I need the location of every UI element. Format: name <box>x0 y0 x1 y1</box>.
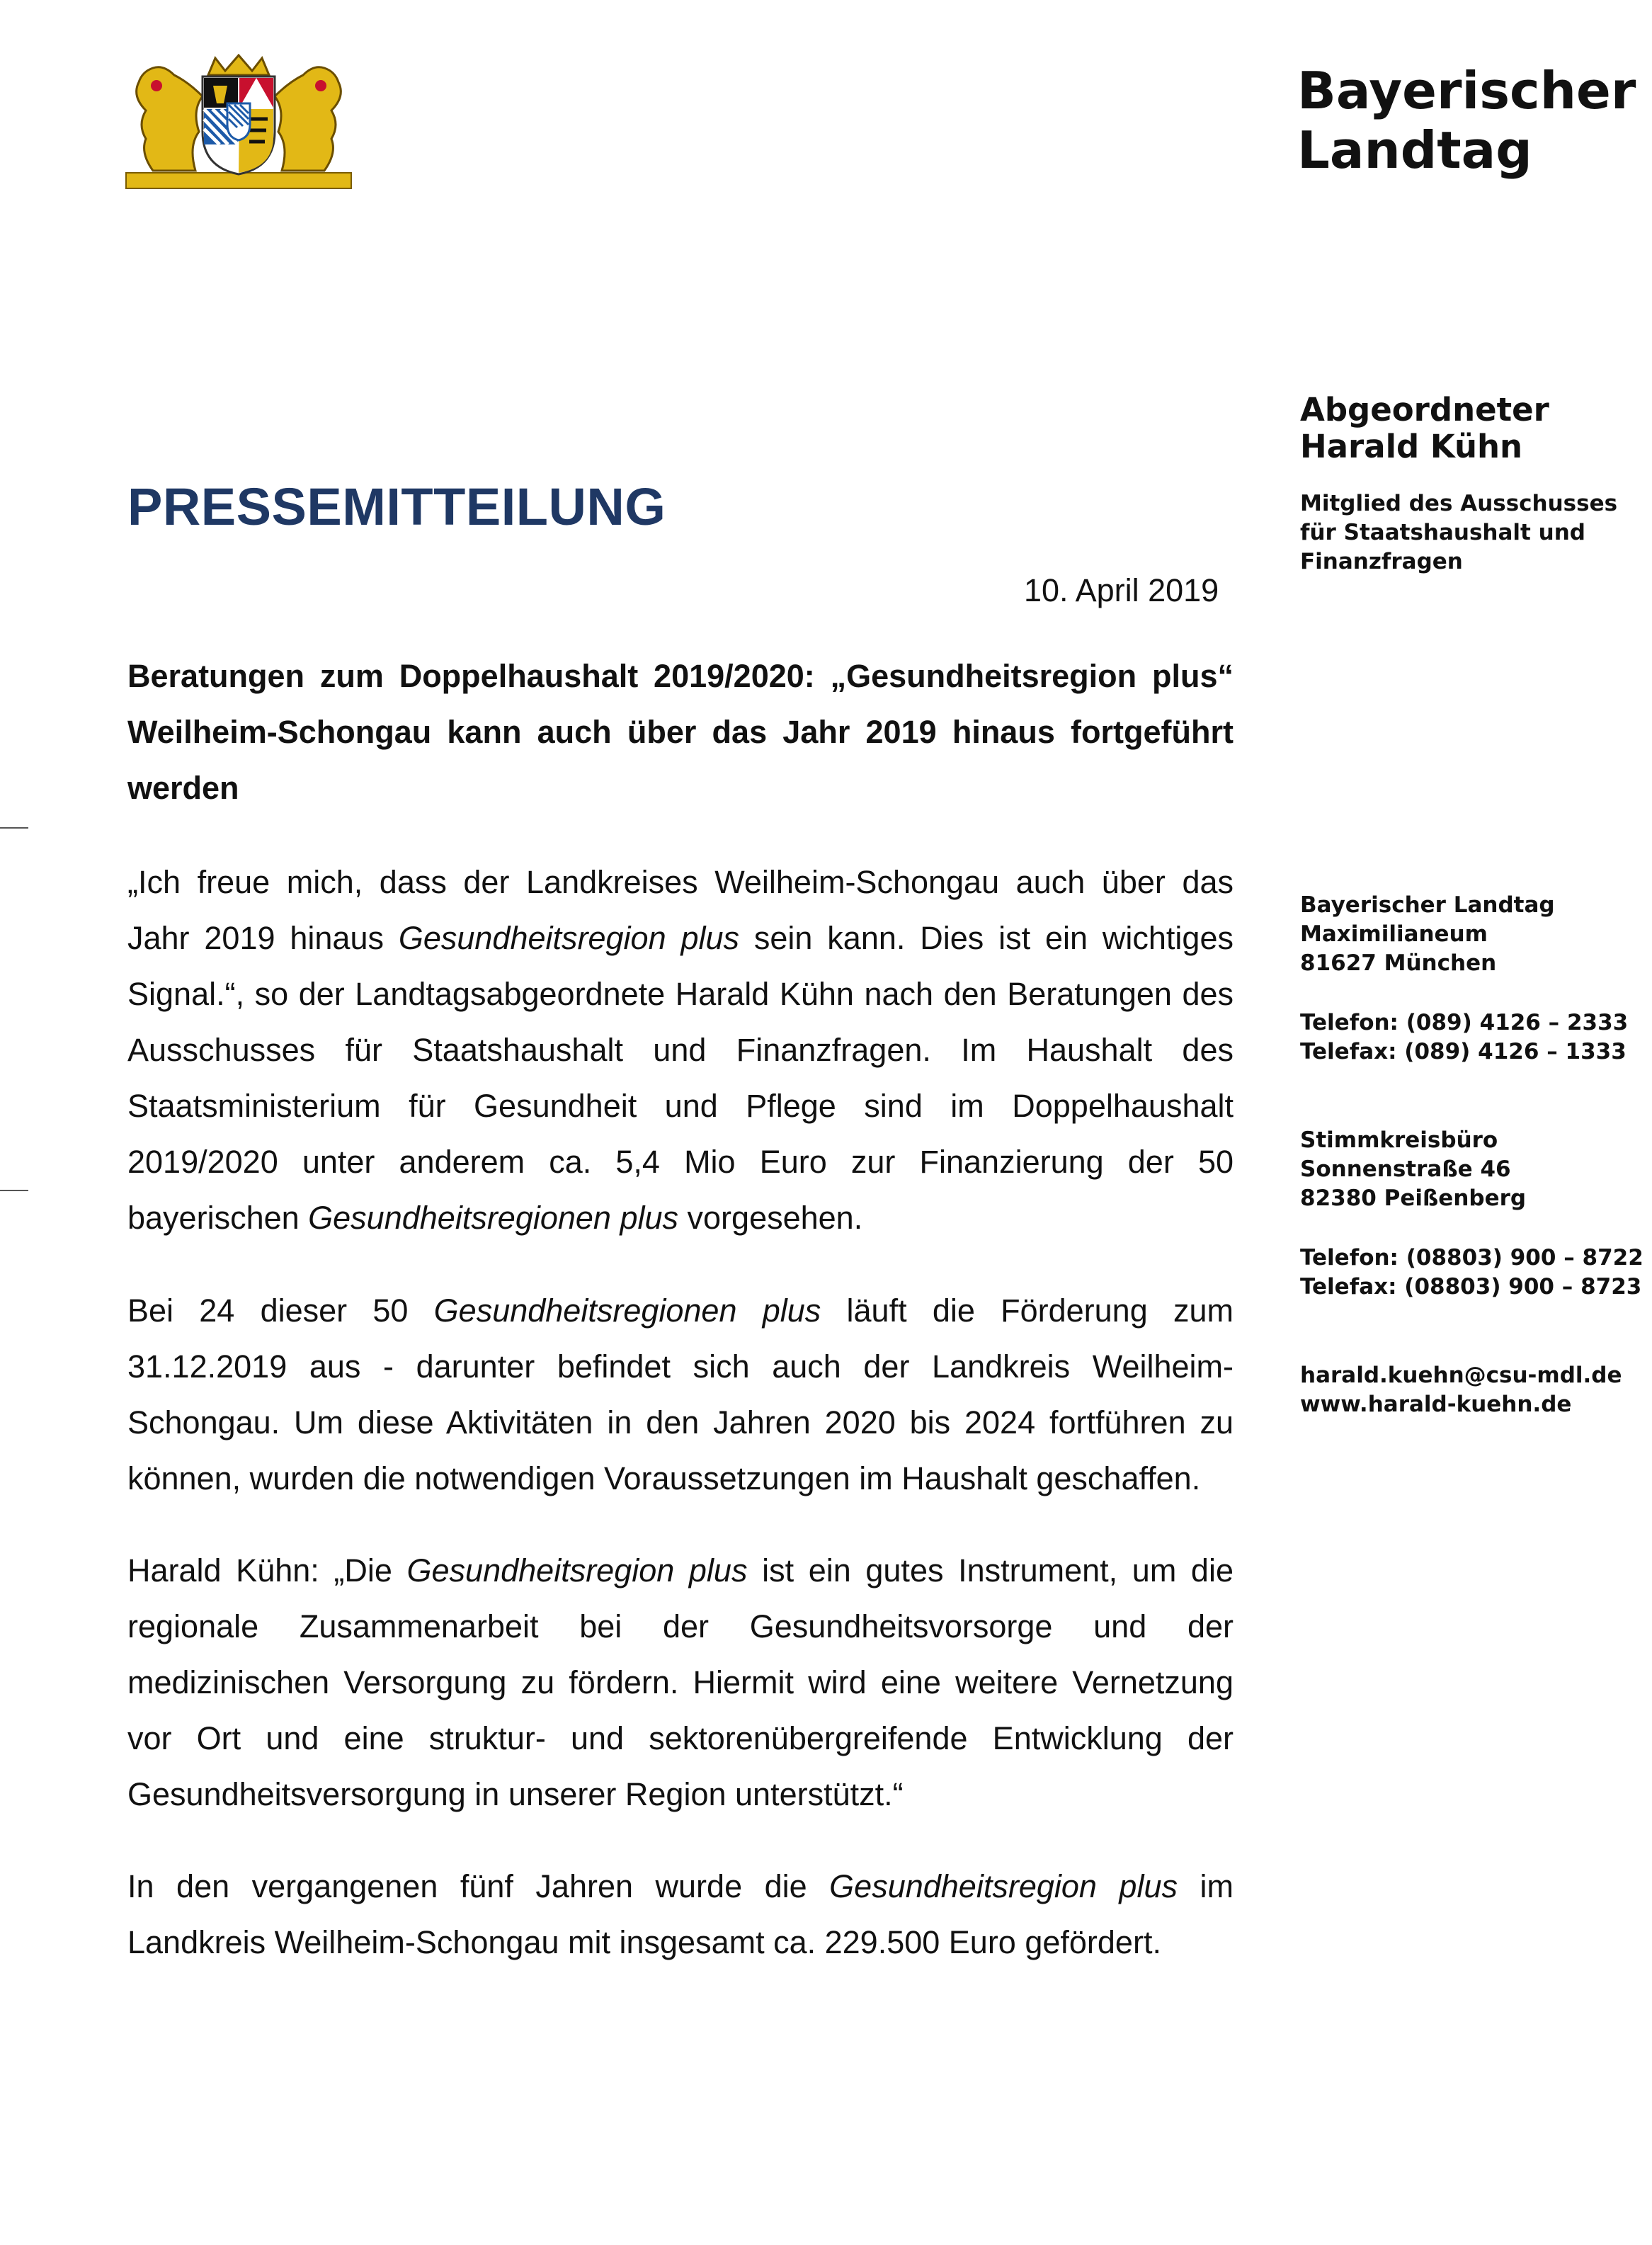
contact-office-phone <box>1300 1008 1628 1067</box>
district-office-name: Stimmkreisbüro <box>1300 1127 1498 1153</box>
committee-line1: Mitglied des Ausschusses <box>1300 491 1618 516</box>
district-telefax: Telefax: (08803) 900 – 8723 <box>1300 1274 1642 1300</box>
contact-web <box>1300 1361 1622 1419</box>
contact-office-address <box>1300 891 1555 978</box>
office-building: Maximilianeum <box>1300 921 1488 947</box>
masthead-line2: Landtag <box>1297 120 1532 180</box>
paragraph-2: Bei 24 dieser 50 Gesundheitsregionen plus läuft die Förderung zum 31.12.2019 aus - darunter befindet sich auch der Landkreis Weilheim-Schongau. Um diese Aktivitäten in den Jahren 2020 bis 2024 fortführen zu können, wurden die notwendigen Voraussetzungen im Haushalt geschaffen. <box>127 1292 1234 1496</box>
masthead-line1: Bayerischer <box>1297 61 1636 120</box>
paragraph-1: „Ich freue mich, dass der Landkreises Weilheim-Schongau auch über das Jahr 2019 hinaus Gesundheitsregion plus sein kann. Dies ist ein wichtiges Signal.“, so der Landtagsabgeordnete Harald Kühn nach den Beratungen des Ausschusses für Staatshaushalt und Finanzfragen. Im Haushalt des Staatsministerium für Gesundheit und Pflege sind im Doppelhaushalt 2019/2020 unter anderem ca. 5,4 Mio Euro zur Finanzierung der 50 bayerischen Gesundheitsregionen plus vorgesehen. <box>127 864 1234 1236</box>
member-fullname: Harald Kühn <box>1300 428 1523 465</box>
member-title: Abgeordneter <box>1300 391 1549 428</box>
contact-district-address <box>1300 1126 1526 1213</box>
office-name: Bayerischer Landtag <box>1300 892 1555 918</box>
office-telefax: Telefax: (089) 4126 – 1333 <box>1300 1039 1627 1064</box>
website-link[interactable]: www.harald-kuehn.de <box>1300 1392 1572 1417</box>
punch-mark <box>0 1190 28 1191</box>
page-title: PRESSEMITTEILUNG <box>127 477 666 536</box>
bavarian-coat-of-arms-logo <box>125 54 353 191</box>
paragraph-4: In den vergangenen fünf Jahren wurde die Gesundheitsregion plus im Landkreis Weilheim-Schongau mit insgesamt ca. 229.500 Euro gefördert. <box>127 1868 1234 1960</box>
district-city: 82380 Peißenberg <box>1300 1186 1527 1211</box>
contact-district-phone <box>1300 1244 1644 1302</box>
email-link[interactable]: harald.kuehn@csu-mdl.de <box>1300 1363 1622 1388</box>
committee-line3: Finanzfragen <box>1300 549 1463 574</box>
office-telephone: Telefon: (089) 4126 – 2333 <box>1300 1010 1629 1035</box>
masthead <box>1297 61 1636 180</box>
committee-membership <box>1300 489 1617 576</box>
headline: Beratungen zum Doppelhaushalt 2019/2020: „Gesundheitsregion plus“ Weilheim-Schongau kann auch über das Jahr 2019 hinaus fortgeführt werden <box>127 658 1234 806</box>
fold-mark <box>0 827 28 829</box>
district-telephone: Telefon: (08803) 900 – 8722 <box>1300 1245 1644 1271</box>
district-street: Sonnenstraße 46 <box>1300 1156 1511 1182</box>
paragraph-3: Harald Kühn: „Die Gesundheitsregion plus ist ein gutes Instrument, um die regionale Zusammenarbeit bei der Gesundheitsvorsorge und der medizinischen Versorgung zu fördern. Hiermit wird eine weitere Vernetzung vor Ort und eine struktur- und sektorenübergreifende Entwicklung der Gesundheitsversorgung in unserer Region unterstützt.“ <box>127 1552 1234 1812</box>
member-name <box>1300 392 1549 465</box>
office-city: 81627 München <box>1300 950 1497 976</box>
committee-line2: für Staatshaushalt und <box>1300 520 1585 545</box>
date: 10. April 2019 <box>1024 572 1219 608</box>
